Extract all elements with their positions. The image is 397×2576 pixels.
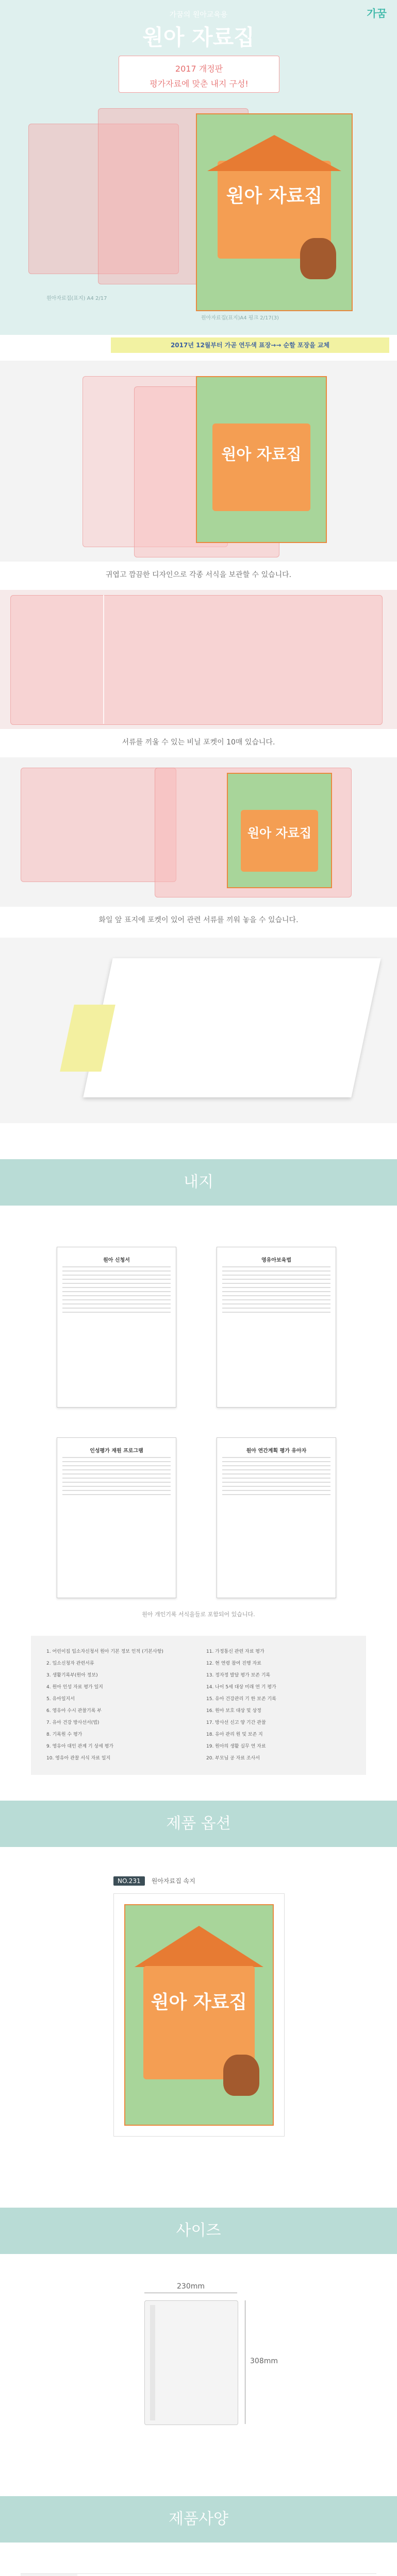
spec-section-title: 제품사양 [0,2496,397,2543]
size-folder-image [144,2300,238,2425]
option-code: NO.231 [113,1876,145,1886]
cover-title: 원아 자료집 [226,185,323,207]
feature-house-3 [241,810,318,872]
feature-house-1 [212,423,310,511]
doc2-title: 영유아보육법 [261,1258,291,1263]
feature-cover-title-3: 원아 자료집 [247,826,312,840]
feature-caption-3: 화일 앞 표지에 포켓이 있어 관련 서류를 끼워 놓을 수 있습니다. [98,916,299,924]
list-item: 7. 유아 건강 방사선서(법) [46,1720,100,1725]
doc4-title: 원아 연간계획 평가 유아자 [246,1448,307,1454]
list-item: 9. 영유아 대인 관계 기 상세 평가 [46,1744,114,1749]
roof-shape [207,135,341,171]
doc-page-1 [57,1247,176,1408]
badge-line2: 평가자료에 맞춘 내지 구성! [150,79,249,89]
spec-row [21,2573,376,2576]
feature-photo-1 [0,361,397,562]
list-item: 10. 영유아 관찰 서식 자료 일지 [46,1756,111,1761]
edition-badge [119,56,279,93]
cover-green [196,113,353,311]
option-roof [135,1926,263,1967]
doc-page-3 [57,1437,176,1598]
spec-table [21,2573,376,2576]
size-width-label: 230mm [177,2282,205,2291]
inner-list-left [46,1646,196,1765]
list-item: 4. 원아 인성 자료 평가 일지 [46,1685,103,1690]
size-section-title: 사이즈 [0,2208,397,2254]
option-header [113,1875,284,1888]
feature-caption-1: 귀엽고 깜끔한 디자인으로 각종 서식을 보관할 수 있습니다. [105,571,292,579]
list-item: 3. 생활기록부(원아 정보) [46,1673,98,1678]
list-item: 19. 원아의 생활 실무 연 자료 [206,1744,266,1749]
feature-photo-2 [0,590,397,729]
series-label: 가꿈의 원아교육용 [169,11,228,19]
size-height-label: 308mm [250,2357,278,2365]
pocket-edge [103,595,104,724]
list-item: 11. 가정통신 관련 자료 평가 [206,1649,264,1654]
list-item: 15. 유아 건강관리 기 한 보존 기록 [206,1697,276,1702]
list-item: 17. 방사선 신고 양 기간 관찰 [206,1720,266,1725]
book-spread [83,958,381,1097]
inner-caption: 원아 개인기록 서식을들로 포함되어 있습니다. [142,1611,255,1618]
list-item: 16. 원아 보호 대상 및 상정 [206,1708,261,1714]
feature-photo-3 [0,757,397,907]
spec-label [21,2574,77,2576]
list-item: 6. 영유아 수시 관찰기록 부 [46,1708,102,1714]
header-section [0,0,397,108]
list-item: 5. 유아일지서 [46,1697,75,1702]
doc3-title: 인성평가 재원 프로그램 [90,1448,143,1454]
doc-page-4 [217,1437,336,1598]
list-item: 12. 현 연령 참여 진행 자료 [206,1661,261,1666]
options-section-title: 제품 옵션 [0,1801,397,1847]
feature-cover-1 [196,376,327,543]
caption-left: 원아자료집(표지) A4 2/17 [46,296,107,301]
badge-line1: 2017 개정판 [175,64,223,74]
bear-icon [300,238,336,279]
list-item: 2. 입소신청자 관련서류 [46,1661,94,1666]
inner-list-right [206,1646,356,1765]
caption-right: 원아자료집(표지)A4 핑크 2/17(3) [201,315,279,321]
list-item: 18. 유아 관리 원 및 보존 지 [206,1732,263,1737]
list-item: 8. 기록원 수 평가 [46,1732,82,1737]
feature-cover-3 [227,773,332,888]
option-bear-icon [223,2055,259,2096]
list-item: 20. 부모님 공 자료 조사서 [206,1756,260,1761]
size-folder-spine [150,2305,155,2420]
hero-area [0,108,397,335]
option-cover-title: 원아 자료집 [151,1992,247,2013]
inner-list-box [31,1636,366,1775]
inner-section-title: 내지 [0,1159,397,1206]
open-book-photo [0,938,397,1123]
notice-banner: 2017년 12월부터 가곧 연두색 표장→→ 순할 포장을 교체 [111,337,389,353]
feature-cover-title-1: 원아 자료집 [221,446,302,464]
list-item: 14. 나이 5세 대상 미래 연 기 평가 [206,1685,276,1690]
feature-caption-2: 서류를 끼울 수 있는 비닐 포켓이 10매 있습니다. [122,738,275,747]
option-name: 원아자료집 속지 [151,1877,195,1885]
option-image-frame [113,1893,285,2137]
list-item: 13. 정자정 발달 평가 보존 기록 [206,1673,271,1678]
folder-open [21,768,176,882]
doc-page-2 [217,1247,336,1408]
doc1-title: 원아 신청서 [103,1258,130,1263]
brand-logo-top: 가꿈 [367,7,387,20]
folder-pockets [10,595,383,725]
list-item: 1. 어린이집 입소자신청서 원아 기본 정보 인적 (기본사항) [46,1649,163,1654]
page-title: 원아 자료집 [142,25,255,50]
option-cover [124,1904,274,2126]
